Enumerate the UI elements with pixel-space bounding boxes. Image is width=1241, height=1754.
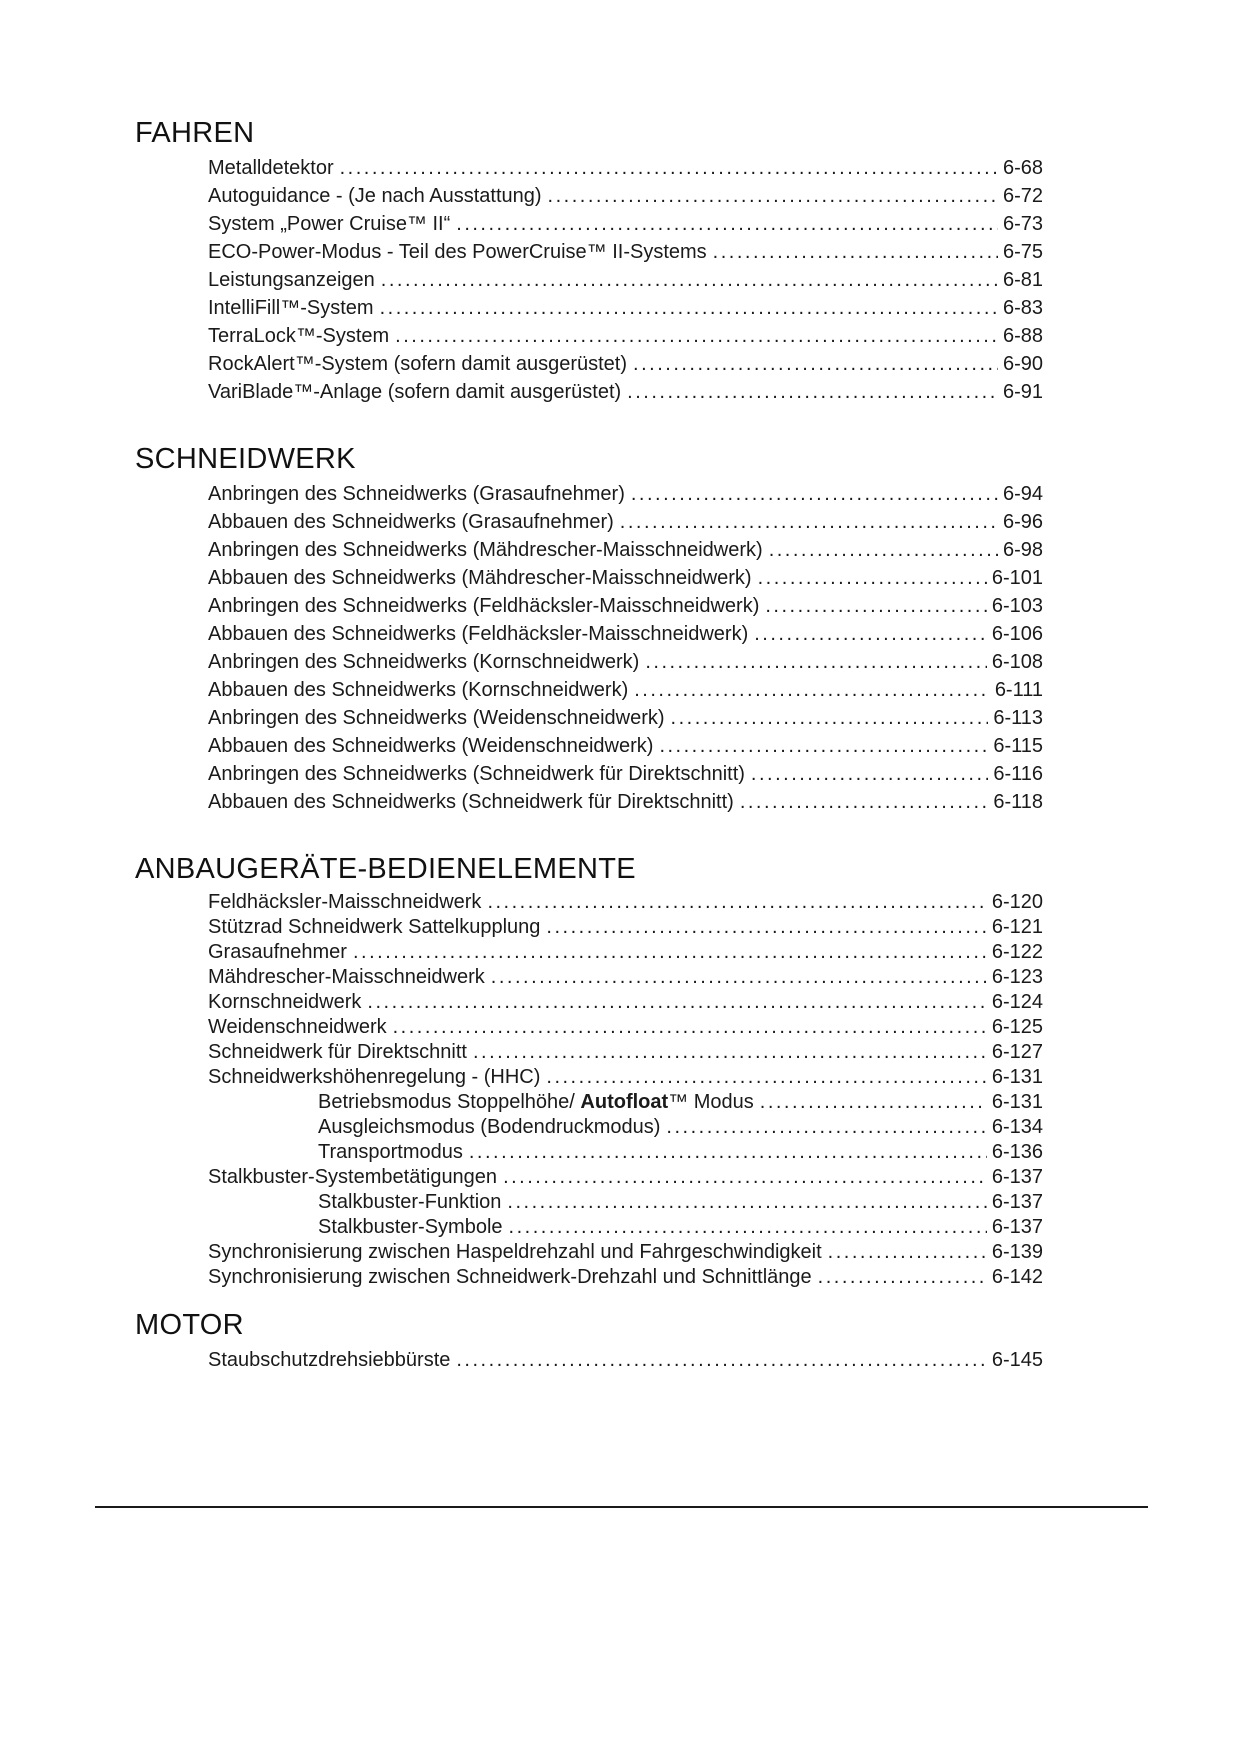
toc-entry-page: 6-103 <box>991 595 1043 617</box>
dot-leader <box>473 1040 987 1065</box>
toc-entry-page: 6-72 <box>1002 185 1043 207</box>
dot-leader <box>456 210 998 238</box>
toc-entry <box>208 732 1043 760</box>
toc-entry-page: 6-137 <box>991 1191 1043 1213</box>
toc-entry-title: TerraLock™-System <box>208 325 390 347</box>
section-entries <box>208 890 1043 1290</box>
toc-entry <box>208 350 1043 378</box>
toc-entry <box>208 1190 1043 1215</box>
toc-entry-title <box>318 1090 754 1115</box>
toc-entry <box>208 564 1043 592</box>
toc-entry-page: 6-124 <box>991 991 1043 1013</box>
dot-leader <box>507 1190 986 1215</box>
toc-entry-title: Grasaufnehmer <box>208 941 347 963</box>
toc-entry <box>208 890 1043 915</box>
toc-entry-page: 6-137 <box>991 1216 1043 1238</box>
toc-entry-page: 6-118 <box>993 791 1043 813</box>
dot-leader <box>740 788 989 816</box>
toc-entry <box>208 154 1043 182</box>
section-heading: SCHNEIDWERK <box>135 443 356 475</box>
dot-leader <box>353 940 987 965</box>
toc-entry-page: 6-145 <box>991 1349 1043 1371</box>
toc-entry <box>208 676 1043 704</box>
toc-entry <box>208 1140 1043 1165</box>
toc-entry-title: Anbringen des Schneidwerks (Weidenschneidwerk) <box>208 707 665 729</box>
toc-entry-title: Weidenschneidwerk <box>208 1016 387 1038</box>
dot-leader <box>456 1346 986 1374</box>
toc-entry <box>208 210 1043 238</box>
toc-entry <box>208 1090 1043 1115</box>
toc-entry-page: 6-127 <box>991 1041 1043 1063</box>
toc-entry-title: VariBlade™-Anlage (sofern damit ausgerüstet) <box>208 381 622 403</box>
toc-entry-title: Schneidwerk für Direktschnitt <box>208 1041 467 1063</box>
toc-entry-page: 6-94 <box>1002 483 1043 505</box>
dot-leader <box>627 378 998 406</box>
toc-entry-page: 6-115 <box>993 735 1043 757</box>
toc-entry <box>208 965 1043 990</box>
toc-entry-page: 6-75 <box>1002 241 1043 263</box>
toc-entry <box>208 592 1043 620</box>
toc-entry-page: 6-120 <box>991 891 1043 913</box>
dot-leader <box>769 536 998 564</box>
dot-leader <box>487 890 986 915</box>
dot-leader <box>754 620 987 648</box>
toc-entry-page: 6-90 <box>1002 353 1043 375</box>
toc-entry-page: 6-122 <box>991 941 1043 963</box>
dot-leader <box>634 676 990 704</box>
toc-entry-page: 6-121 <box>991 916 1043 938</box>
section-entries <box>208 480 1043 816</box>
toc-entry-title: Abbauen des Schneidwerks (Kornschneidwerk) <box>208 679 629 701</box>
toc-entry-title: Anbringen des Schneidwerks (Kornschneidwerk) <box>208 651 640 673</box>
toc-entry <box>208 915 1043 940</box>
toc-entry <box>208 238 1043 266</box>
toc-entry-page: 6-137 <box>991 1166 1043 1188</box>
toc-entry-title: Stützrad Schneidwerk Sattelkupplung <box>208 916 541 938</box>
toc-entry-title: Anbringen des Schneidwerks (Mähdrescher-Maisschneidwerk) <box>208 539 763 561</box>
toc-entry-page: 6-73 <box>1002 213 1043 235</box>
toc-entry-page: 6-106 <box>991 623 1043 645</box>
toc-entry-title: Transportmodus <box>318 1141 463 1163</box>
toc-entry-page: 6-101 <box>991 567 1043 589</box>
toc-entry-page: 6-81 <box>1002 269 1043 291</box>
toc-entry-title: Feldhäcksler-Maisschneidwerk <box>208 891 482 913</box>
toc-section <box>135 1308 1043 1374</box>
dot-leader <box>469 1140 987 1165</box>
toc-entry-title: Abbauen des Schneidwerks (Mähdrescher-Maisschneidwerk) <box>208 567 752 589</box>
toc-entry <box>208 1165 1043 1190</box>
toc-entry-title: ECO-Power-Modus - Teil des PowerCruise™ II-Systems <box>208 241 707 263</box>
toc-entry-title: Synchronisierung zwischen Schneidwerk-Drehzahl und Schnittlänge <box>208 1266 812 1288</box>
toc-entry <box>208 508 1043 536</box>
toc-entry <box>208 1115 1043 1140</box>
toc-entry-title: Ausgleichsmodus (Bodendruckmodus) <box>318 1116 661 1138</box>
toc-entry <box>208 182 1043 210</box>
toc-entry-page: 6-125 <box>991 1016 1043 1038</box>
toc-entry <box>208 1240 1043 1265</box>
dot-leader <box>380 294 998 322</box>
dot-leader <box>546 915 986 940</box>
dot-leader <box>758 564 987 592</box>
dot-leader <box>503 1165 987 1190</box>
dot-leader <box>395 322 998 350</box>
toc-entry-page: 6-108 <box>991 651 1043 673</box>
toc-section <box>135 116 1043 406</box>
toc-entry <box>208 294 1043 322</box>
toc-entry <box>208 266 1043 294</box>
toc-entry <box>208 648 1043 676</box>
toc-entry-title: Synchronisierung zwischen Haspeldrehzahl und Fahrgeschwindigkeit <box>208 1241 822 1263</box>
dot-leader <box>765 592 986 620</box>
toc-entry <box>208 760 1043 788</box>
toc-entry-page: 6-131 <box>991 1091 1043 1113</box>
dot-leader <box>491 965 987 990</box>
toc-entry <box>208 990 1043 1015</box>
toc-entry <box>208 322 1043 350</box>
toc-entry <box>208 1015 1043 1040</box>
footer-rule <box>95 1506 1148 1508</box>
toc-entry-title: Metalldetektor <box>208 157 334 179</box>
toc-entry-page: 6-98 <box>1002 539 1043 561</box>
toc-entry-page: 6-113 <box>993 707 1043 729</box>
toc-entry-title: Anbringen des Schneidwerks (Grasaufnehmer) <box>208 483 625 505</box>
toc-entry-title: Mähdrescher-Maisschneidwerk <box>208 966 485 988</box>
toc-entry <box>208 940 1043 965</box>
toc-entry-page: 6-142 <box>991 1266 1043 1288</box>
toc <box>135 116 1043 1410</box>
dot-leader <box>340 154 998 182</box>
toc-entry-page: 6-68 <box>1002 157 1043 179</box>
dot-leader <box>381 266 998 294</box>
toc-entry <box>208 788 1043 816</box>
toc-entry <box>208 1215 1043 1240</box>
section-heading: MOTOR <box>135 1309 244 1341</box>
toc-entry-page: 6-83 <box>1002 297 1043 319</box>
dot-leader <box>509 1215 987 1240</box>
dot-leader <box>671 704 989 732</box>
section-entries <box>208 1346 1043 1374</box>
dot-leader <box>546 1065 986 1090</box>
dot-leader <box>760 1090 987 1115</box>
toc-entry <box>208 480 1043 508</box>
toc-entry-page: 6-111 <box>994 679 1043 701</box>
dot-leader <box>548 182 998 210</box>
dot-leader <box>751 760 988 788</box>
toc-entry-title: Kornschneidwerk <box>208 991 362 1013</box>
toc-entry-page: 6-131 <box>991 1066 1043 1088</box>
toc-entry-page: 6-116 <box>993 763 1043 785</box>
toc-entry-page: 6-123 <box>991 966 1043 988</box>
dot-leader <box>393 1015 987 1040</box>
toc-entry-title: Schneidwerkshöhenregelung - (HHC) <box>208 1066 541 1088</box>
toc-entry-page: 6-139 <box>991 1241 1043 1263</box>
toc-entry-title: Leistungsanzeigen <box>208 269 375 291</box>
toc-entry <box>208 1346 1043 1374</box>
toc-entry-title: Stalkbuster-Funktion <box>318 1191 502 1213</box>
dot-leader <box>620 508 998 536</box>
toc-section <box>135 852 1043 1290</box>
dot-leader <box>645 648 987 676</box>
toc-entry-title-bold: Autofloat <box>580 1091 669 1113</box>
toc-entry <box>208 704 1043 732</box>
dot-leader <box>367 990 986 1015</box>
toc-entry-title: System „Power Cruise™ II“ <box>208 213 451 235</box>
dot-leader <box>828 1240 987 1265</box>
toc-entry <box>208 536 1043 564</box>
toc-entry-title: Stalkbuster-Symbole <box>318 1216 503 1238</box>
toc-entry-title-part: ™ Modus <box>668 1091 754 1113</box>
toc-entry-title: IntelliFill™-System <box>208 297 374 319</box>
toc-section <box>135 442 1043 816</box>
toc-entry-title: Abbauen des Schneidwerks (Feldhäcksler-Maisschneidwerk) <box>208 623 749 645</box>
section-heading: ANBAUGERÄTE-BEDIENELEMENTE <box>135 853 636 885</box>
dot-leader <box>818 1265 987 1290</box>
dot-leader <box>659 732 988 760</box>
toc-entry-page: 6-88 <box>1002 325 1043 347</box>
toc-entry-page: 6-134 <box>991 1116 1043 1138</box>
toc-entry-page: 6-96 <box>1002 511 1043 533</box>
dot-leader <box>666 1115 986 1140</box>
toc-entry <box>208 1040 1043 1065</box>
toc-entry-title: RockAlert™-System (sofern damit ausgerüstet) <box>208 353 628 375</box>
toc-entry <box>208 1065 1043 1090</box>
toc-entry-title: Abbauen des Schneidwerks (Grasaufnehmer) <box>208 511 614 533</box>
dot-leader <box>633 350 998 378</box>
section-entries <box>208 154 1043 406</box>
toc-entry-page: 6-136 <box>991 1141 1043 1163</box>
toc-entry <box>208 378 1043 406</box>
section-heading: FAHREN <box>135 117 255 149</box>
toc-entry-title-part: Betriebsmodus Stoppelhöhe/ <box>318 1091 581 1113</box>
toc-entry <box>208 620 1043 648</box>
toc-entry-title: Stalkbuster-Systembetätigungen <box>208 1166 498 1188</box>
toc-entry-title: Staubschutzdrehsiebbürste <box>208 1349 451 1371</box>
toc-entry-page: 6-91 <box>1002 381 1043 403</box>
dot-leader <box>631 480 998 508</box>
toc-entry-title: Abbauen des Schneidwerks (Schneidwerk für Direktschnitt) <box>208 791 734 813</box>
toc-entry-title: Autoguidance - (Je nach Ausstattung) <box>208 185 542 207</box>
toc-entry-title: Abbauen des Schneidwerks (Weidenschneidwerk) <box>208 735 654 757</box>
toc-entry-title: Anbringen des Schneidwerks (Schneidwerk für Direktschnitt) <box>208 763 745 785</box>
dot-leader <box>713 238 998 266</box>
toc-entry-title: Anbringen des Schneidwerks (Feldhäcksler-Maisschneidwerk) <box>208 595 760 617</box>
toc-entry <box>208 1265 1043 1290</box>
